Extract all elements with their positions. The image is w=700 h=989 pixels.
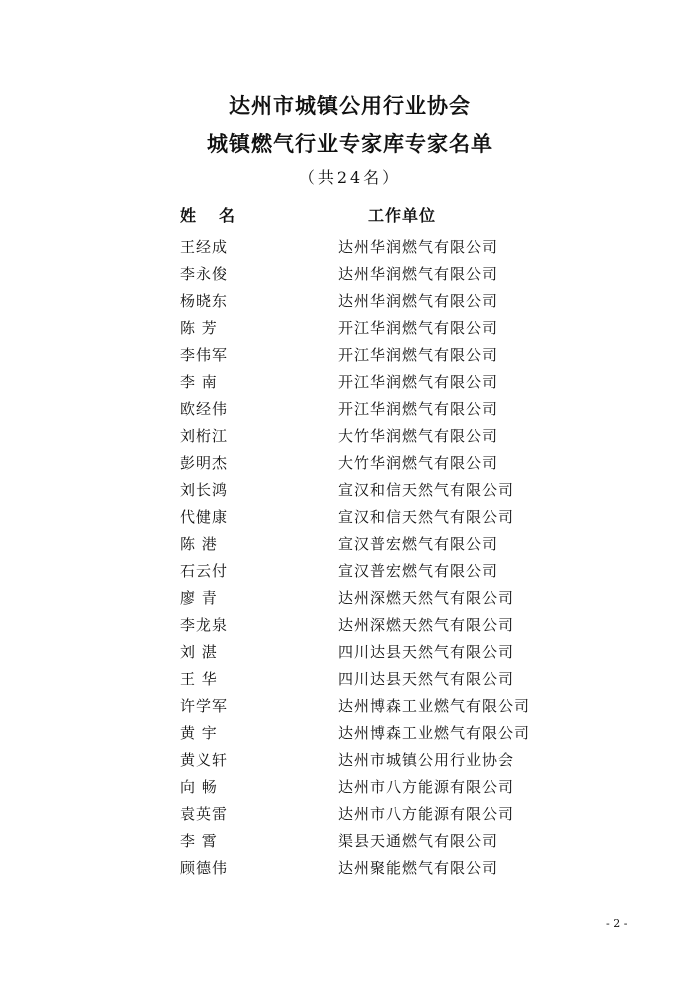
expert-list [0,234,700,882]
expert-row [0,855,700,882]
expert-name: 刘桁江 [180,427,229,445]
expert-row [0,315,700,342]
expert-row [0,585,700,612]
expert-name: 刘 湛 [180,643,218,661]
expert-organization: 达州聚能燃气有限公司 [338,859,499,877]
expert-name: 代健康 [180,508,229,526]
expert-name: 王经成 [180,238,229,256]
expert-row [0,342,700,369]
expert-organization: 四川达县天然气有限公司 [338,670,515,688]
expert-row [0,801,700,828]
expert-row [0,693,700,720]
expert-organization: 达州博森工业燃气有限公司 [338,697,531,715]
expert-organization: 达州华润燃气有限公司 [338,265,499,283]
expert-organization: 宣汉和信天然气有限公司 [338,508,515,526]
expert-name: 欧经伟 [180,400,229,418]
expert-name: 彭明杰 [180,454,229,472]
expert-name: 廖 青 [180,589,218,607]
expert-row [0,396,700,423]
expert-name: 李 霄 [180,832,218,850]
expert-count: （共24名） [298,168,402,187]
expert-row [0,234,700,261]
expert-organization: 大竹华润燃气有限公司 [338,454,499,472]
expert-row [0,639,700,666]
expert-organization: 达州市城镇公用行业协会 [338,751,515,769]
column-header-row [0,203,700,227]
expert-name: 许学军 [180,697,229,715]
expert-row [0,369,700,396]
expert-row [0,612,700,639]
expert-row [0,774,700,801]
expert-organization: 开江华润燃气有限公司 [338,319,499,337]
expert-organization: 达州市八方能源有限公司 [338,778,515,796]
expert-name: 袁英雷 [180,805,229,823]
expert-organization: 宣汉普宏燃气有限公司 [338,562,499,580]
expert-name: 黄 宇 [180,724,218,742]
expert-organization: 开江华润燃气有限公司 [338,346,499,364]
expert-name: 李永俊 [180,265,229,283]
expert-row [0,261,700,288]
expert-row [0,720,700,747]
expert-organization: 宣汉和信天然气有限公司 [338,481,515,499]
expert-row [0,828,700,855]
expert-row [0,666,700,693]
expert-row [0,558,700,585]
expert-row [0,450,700,477]
expert-name: 向 畅 [180,778,218,796]
page-number: - 2 - [606,917,628,930]
expert-name: 李龙泉 [180,616,229,634]
expert-name: 刘长鸿 [180,481,229,499]
expert-organization: 达州深燃天然气有限公司 [338,616,515,634]
expert-row [0,477,700,504]
expert-organization: 渠县天通燃气有限公司 [338,832,499,850]
expert-organization: 宣汉普宏燃气有限公司 [338,535,499,553]
expert-organization: 达州深燃天然气有限公司 [338,589,515,607]
expert-name: 石云付 [180,562,229,580]
expert-organization: 大竹华润燃气有限公司 [338,427,499,445]
column-header-organization: 工作单位 [368,206,437,225]
document-title-association: 达州市城镇公用行业协会 [229,94,471,118]
column-header-name: 姓名 [180,206,259,225]
expert-name: 黄义轩 [180,751,229,769]
expert-name: 王 华 [180,670,218,688]
expert-organization: 开江华润燃气有限公司 [338,400,499,418]
expert-name: 李伟军 [180,346,229,364]
expert-row [0,504,700,531]
expert-organization: 达州博森工业燃气有限公司 [338,724,531,742]
expert-organization: 开江华润燃气有限公司 [338,373,499,391]
expert-organization: 达州市八方能源有限公司 [338,805,515,823]
expert-organization: 四川达县天然气有限公司 [338,643,515,661]
expert-organization: 达州华润燃气有限公司 [338,238,499,256]
expert-row [0,288,700,315]
expert-name: 杨晓东 [180,292,229,310]
expert-name: 顾德伟 [180,859,229,877]
expert-name: 陈 芳 [180,319,218,337]
expert-organization: 达州华润燃气有限公司 [338,292,499,310]
expert-name: 李 南 [180,373,218,391]
expert-row [0,747,700,774]
expert-row [0,423,700,450]
expert-row [0,531,700,558]
document-title-list: 城镇燃气行业专家库专家名单 [207,132,493,156]
expert-name: 陈 港 [180,535,218,553]
